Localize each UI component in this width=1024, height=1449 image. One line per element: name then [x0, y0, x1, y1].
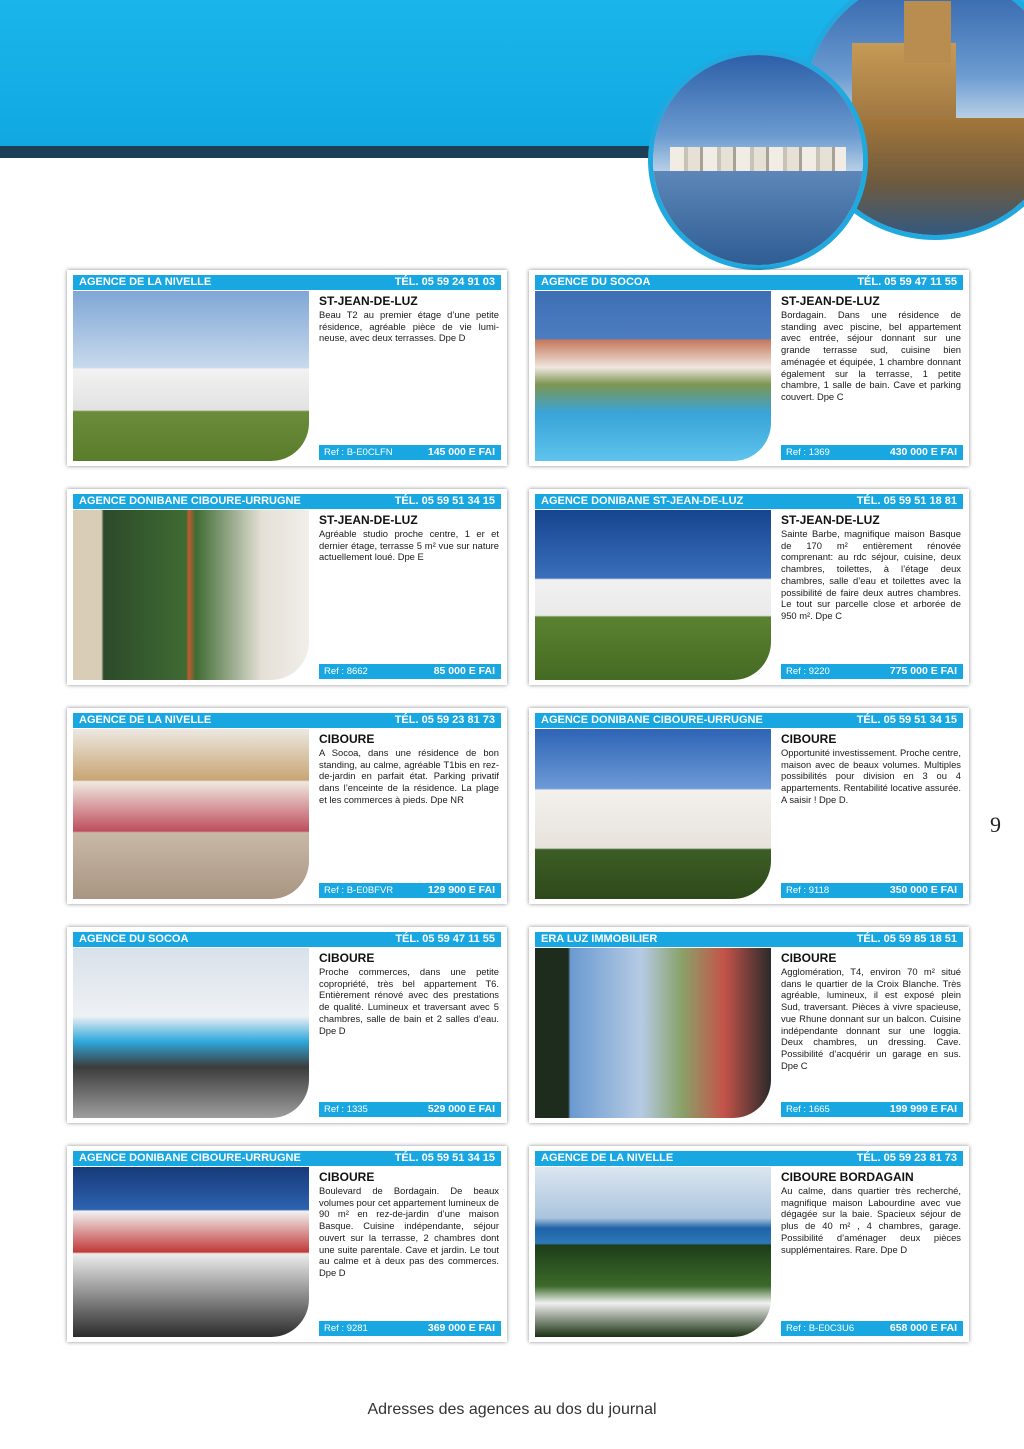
harbour-photo	[648, 50, 868, 270]
listing-card[interactable]	[67, 1146, 507, 1342]
property-photo	[73, 729, 309, 899]
listing-city: ST-JEAN-DE-LUZ	[319, 294, 418, 308]
listing-ref: Ref : B-E0BFVR	[324, 885, 394, 896]
listing-city: ST-JEAN-DE-LUZ	[781, 294, 880, 308]
listing-price: 350 000 E FAI	[889, 884, 957, 896]
agency-name: AGENCE DE LA NIVELLE	[541, 1152, 674, 1164]
listing-ref: Ref : 9220	[786, 666, 830, 677]
listing-description: Opportunité investissement. Proche centre, maison avec de beaux volumes. Multiples possibilités pour division en 3 ou 4 appartements. Rentabilité locative assurée. A saisir ! Dpe D.	[781, 747, 961, 805]
listing-price: 529 000 E FAI	[427, 1103, 495, 1115]
agency-phone: TÉL. 05 59 23 81 73	[856, 1152, 957, 1164]
listing-card[interactable]	[67, 489, 507, 685]
listing-ref: Ref : B-E0C3U6	[786, 1323, 855, 1334]
agency-name: AGENCE DONIBANE CIBOURE-URRUGNE	[79, 495, 301, 507]
listing-header	[73, 932, 501, 947]
listing-footer	[781, 664, 963, 679]
property-photo	[535, 729, 771, 899]
listing-footer	[781, 1321, 963, 1336]
agency-phone: TÉL. 05 59 85 18 51	[856, 933, 957, 945]
agency-name: AGENCE DONIBANE CIBOURE-URRUGNE	[79, 1152, 301, 1164]
listing-header	[535, 1151, 963, 1166]
listing-footer	[781, 445, 963, 460]
property-photo	[73, 1167, 309, 1337]
listing-city: CIBOURE	[319, 951, 375, 965]
property-photo	[535, 510, 771, 680]
listing-card[interactable]	[67, 270, 507, 466]
listing-footer	[781, 1102, 963, 1117]
agency-phone: TÉL. 05 59 51 34 15	[394, 495, 495, 507]
footer-note: Adresses des agences au dos du journal	[367, 1401, 657, 1418]
listing-header	[73, 275, 501, 290]
property-photo	[535, 948, 771, 1118]
listing-price: 658 000 E FAI	[889, 1322, 957, 1334]
agency-phone: TÉL. 05 59 51 18 81	[856, 495, 957, 507]
listing-city: CIBOURE	[319, 1170, 375, 1184]
listing-city: ST-JEAN-DE-LUZ	[781, 513, 880, 527]
listing-price: 85 000 E FAI	[433, 665, 495, 677]
agency-phone: TÉL. 05 59 51 34 15	[856, 714, 957, 726]
listing-footer	[319, 1102, 501, 1117]
listing-ref: Ref : 1335	[324, 1104, 368, 1115]
listing-description: Boulevard de Bordagain. De beaux volumes pour cet appartement lumineux de 90 m² en rez-de-jardin d’une maison Basque. Cuisine indépendante, séjour ouvert sur la terrasse, 2 chambres dont une suite parentale. Cave et jardin. Le tout au calme et à deux pas des commerces. Dpe D	[319, 1185, 499, 1278]
listing-card[interactable]	[529, 927, 969, 1123]
listing-ref: Ref : 9281	[324, 1323, 368, 1334]
listing-footer	[319, 445, 501, 460]
listing-price: 775 000 E FAI	[889, 665, 957, 677]
listing-header	[535, 494, 963, 509]
agency-name: AGENCE DONIBANE CIBOURE-URRUGNE	[541, 714, 763, 726]
listing-price: 369 000 E FAI	[427, 1322, 495, 1334]
listing-footer	[319, 664, 501, 679]
listing-description: Beau T2 au premier étage d’une petite résidence, agréable pièce de vie lumineuse, avec deux terrasses. Dpe D	[319, 309, 499, 344]
agency-phone: TÉL. 05 59 47 11 55	[395, 933, 495, 945]
agency-phone: TÉL. 05 59 47 11 55	[857, 276, 957, 288]
listing-description: Proche commerces, dans une petite copropriété, très bel appartement T6. Entièrement rénové avec des prestations de qualité. Lumineux et traversant avec 5 chambres, salle de bain et 2 salles d’eau. Dpe D	[319, 966, 499, 1036]
property-photo	[73, 291, 309, 461]
listing-ref: Ref : 8662	[324, 666, 368, 677]
agency-name: AGENCE DU SOCOA	[79, 933, 189, 945]
listing-city: CIBOURE	[781, 732, 837, 746]
listing-card[interactable]	[529, 708, 969, 904]
listing-description: Bordagain. Dans une résidence de standing avec piscine, bel appartement avec entrée, séjour donnant sur une grande terrasse sud, cuisine bien aménagée et équipée, 1 chambre donnant également sur la terrasse, 1 petite chambre, 1 salle de bain. Cave et parking couvert. Dpe C	[781, 309, 961, 402]
listing-ref: Ref : 9118	[786, 885, 830, 896]
listing-description: Sainte Barbe, magnifique maison Basque de 170 m² entièrement rénovée comprenant: au rdc séjour, cuisine, deux chambres, toilettes, à l’étage deux chambres, salle d’eau et toilettes avec la possibilité de faire deux autres chambres. Le tout sur parcelle close et arborée de 950 m². Dpe C	[781, 528, 961, 621]
listing-city: CIBOURE BORDAGAIN	[781, 1170, 914, 1184]
listing-header	[73, 494, 501, 509]
listing-ref: Ref : B-E0CLFN	[324, 447, 393, 458]
listing-footer	[319, 883, 501, 898]
listing-card[interactable]	[529, 489, 969, 685]
listing-price: 430 000 E FAI	[889, 446, 957, 458]
agency-name: AGENCE DONIBANE ST-JEAN-DE-LUZ	[541, 495, 744, 507]
listing-card[interactable]	[529, 1146, 969, 1342]
agency-name: ERA LUZ IMMOBILIER	[541, 933, 658, 945]
listing-header	[535, 275, 963, 290]
listing-description: Au calme, dans quartier très recherché, magnifique maison Labourdine avec vue dégagée sur la baie. Spacieux séjour de plus de 40 m² , 4 chambres, garage. Possibilité d’aménager deux pièces supplémentaires. Rare. Dpe D	[781, 1185, 961, 1255]
listing-ref: Ref : 1665	[786, 1104, 830, 1115]
property-photo	[73, 510, 309, 680]
listing-city: CIBOURE	[319, 732, 375, 746]
listing-price: 199 999 E FAI	[889, 1103, 957, 1115]
agency-phone: TÉL. 05 59 23 81 73	[394, 714, 495, 726]
agency-name: AGENCE DE LA NIVELLE	[79, 714, 212, 726]
listing-card[interactable]	[67, 927, 507, 1123]
listing-footer	[781, 883, 963, 898]
header-stripe	[0, 146, 760, 158]
listing-header	[73, 1151, 501, 1166]
listing-description: Agglomération, T4, environ 70 m² situé dans le quartier de la Croix Blanche. Très agréable, lumineux, il est exposé plein Sud, traversant. Pièces à vivre spacieuse, vue Rhune donnant sur un balcon. Cuisine indépendante donnant sur une loggia. Deux chambres, un dressing. Cave. Possibilité d’acquérir un garage en sus. Dpe C	[781, 966, 961, 1071]
listing-header	[535, 713, 963, 728]
page-number: 9	[990, 812, 1001, 837]
listing-ref: Ref : 1369	[786, 447, 830, 458]
property-photo	[73, 948, 309, 1118]
listing-header	[535, 932, 963, 947]
listing-card[interactable]	[529, 270, 969, 466]
listing-description: A Socoa, dans une résidence de bon standing, au calme, agréable T1bis en rez-de-jardin en parfait état. Parking privatif dans l’enceinte de la résidence. La plage et les commerces à pieds. Dpe NR	[319, 747, 499, 805]
listing-price: 129 900 E FAI	[427, 884, 495, 896]
listing-card[interactable]	[67, 708, 507, 904]
agency-name: AGENCE DE LA NIVELLE	[79, 276, 212, 288]
property-photo	[535, 1167, 771, 1337]
listing-header	[73, 713, 501, 728]
property-photo	[535, 291, 771, 461]
agency-name: AGENCE DU SOCOA	[541, 276, 651, 288]
listing-description: Agréable studio proche centre, 1 er et dernier étage, terrasse 5 m² vue sur nature actuellement loué. Dpe E	[319, 528, 499, 563]
agency-phone: TÉL. 05 59 51 34 15	[394, 1152, 495, 1164]
listing-price: 145 000 E FAI	[427, 446, 495, 458]
listing-city: CIBOURE	[781, 951, 837, 965]
listing-city: ST-JEAN-DE-LUZ	[319, 513, 418, 527]
listing-footer	[319, 1321, 501, 1336]
agency-phone: TÉL. 05 59 24 91 03	[394, 276, 495, 288]
